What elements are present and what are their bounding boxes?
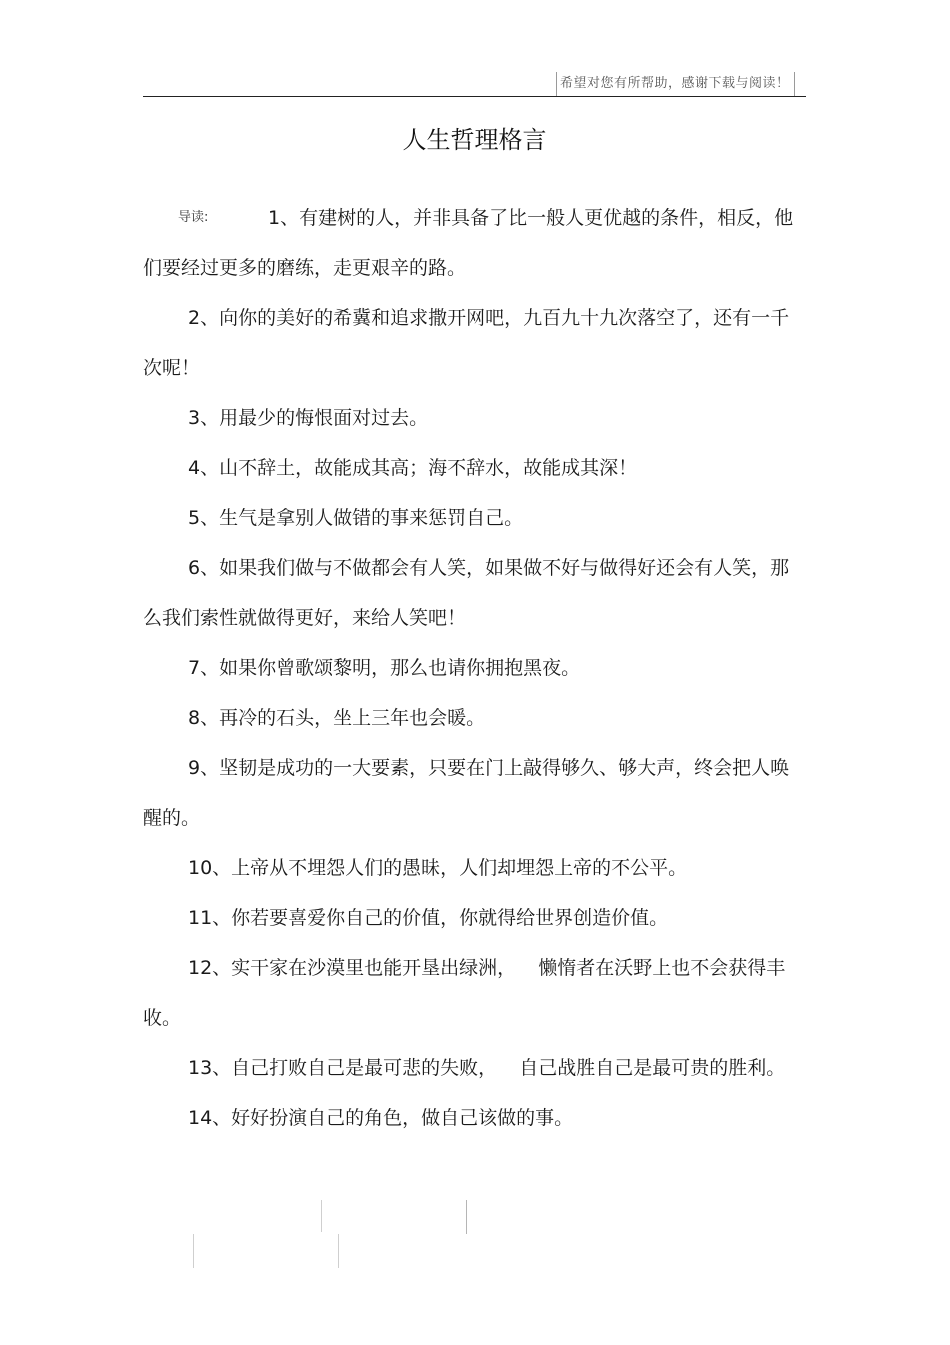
item-3: 3、用最少的悔恨面对过去。: [188, 407, 429, 429]
item-1: 1、有建树的人，并非具备了比一般人更优越的条件，相反，他们要经过更多的磨练，走更艰辛的路。: [143, 207, 794, 279]
item-11: 11、你若要喜爱你自己的价值，你就得给世界创造价值。: [188, 907, 669, 929]
intro-label: 导读:: [178, 210, 209, 225]
document-title: 人生哲理格言: [402, 126, 547, 154]
item-13-part-1: 13、自己打败自己是最可悲的失败，: [188, 1057, 498, 1079]
header-note: 希望对您有所帮助，感谢下载与阅读！: [556, 72, 795, 96]
header-rule: [143, 96, 806, 97]
item-13-part-2: 自己战胜自己是最可贵的胜利。: [519, 1057, 786, 1079]
document-body: [143, 193, 795, 1143]
item-12: [143, 943, 795, 1043]
intro-paragraph: [143, 193, 795, 293]
scan-mark: [193, 1234, 194, 1268]
scan-mark: [466, 1200, 467, 1234]
item-4: 4、山不辞土，故能成其高；海不辞水，故能成其深！: [188, 457, 638, 479]
item-12-part-1: 12、实干家在沙漠里也能开垦出绿洲，: [188, 957, 517, 979]
item-2: 2、向你的美好的希冀和追求撒开网吧，九百九十九次落空了，还有一千次呢！: [143, 307, 790, 379]
item-10: 10、上帝从不埋怨人们的愚昧，人们却埋怨上帝的不公平。: [188, 857, 688, 879]
scan-mark: [321, 1200, 322, 1232]
item-9: 9、坚韧是成功的一大要素，只要在门上敲得够久、够大声，终会把人唤醒的。: [143, 757, 790, 829]
item-14: 14、好好扮演自己的角色，做自己该做的事。: [188, 1107, 574, 1129]
item-8: 8、再冷的石头，坐上三年也会暖。: [188, 707, 486, 729]
item-7: 7、如果你曾歌颂黎明，那么也请你拥抱黑夜。: [188, 657, 581, 679]
item-5: 5、生气是拿别人做错的事来惩罚自己。: [188, 507, 524, 529]
item-12-part-2: 懒惰者在沃野上也不会获得丰收。: [143, 957, 786, 1029]
item-13: [143, 1043, 795, 1093]
item-6: 6、如果我们做与不做都会有人笑，如果做不好与做得好还会有人笑，那么我们索性就做得更好，来给人笑吧！: [143, 557, 790, 629]
scan-mark: [338, 1234, 339, 1268]
